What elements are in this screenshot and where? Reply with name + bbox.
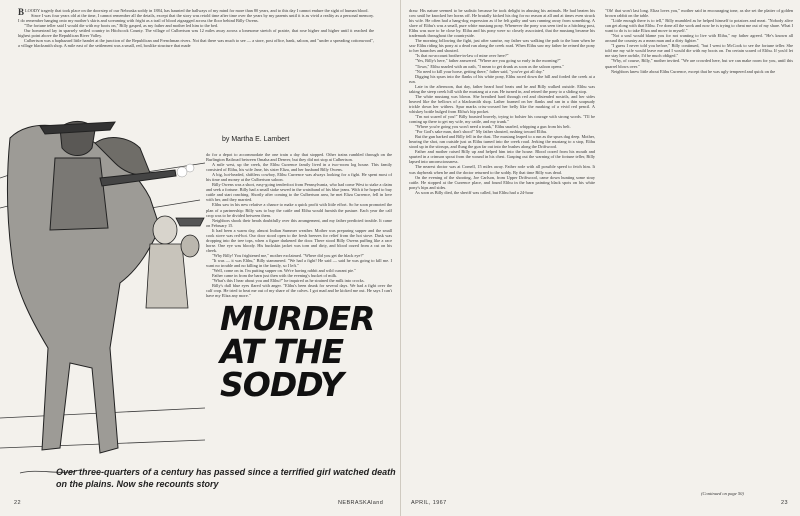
right-page [400, 0, 800, 516]
right-column-2-text [605, 8, 793, 478]
paragraph: A mile west, up the creek, the Elihu Currence family lived in a two-room log house. This family consisted of Elihu, his wife Jane, his sister Eliza, and her husband Billy Owens. [206, 162, 392, 173]
paragraph: "Yes, Billy's here," father answered. "Where are you going so early in the morning?" [415, 58, 561, 64]
paragraph: "Little enough there is to tell," Billy mumbled as he helped himself to potatoes and meat. "Nobody alive can get along with that Elihu. I've done all the work and now he is trying to cheat me out of my share. What I want to do is to take Eliza and move to myself." [605, 18, 793, 34]
deck-subtitle: Over three-quarters of a century has passed since a terrified girl watched death on the plains. Now she recounts story [56, 467, 396, 489]
drop-cap: B [18, 8, 25, 17]
magazine-name: NEBRASKAland [338, 500, 384, 506]
paragraph: "Town," Elihu snarled with an oath, "I mean to get drunk as soon as the saloon opens." [415, 63, 565, 69]
paragraph: "I'm not scared of you!" Billy boasted bravely, trying to bolster his courage with strong words. "I'll be coming up there to get my wife, my cattle, and my trunk." [409, 113, 595, 125]
paragraph: "Why Billy! You frightened me," mother exclaimed. "Where did you get the black eye?" [212, 252, 365, 258]
paragraph: "No need to kill your horse, getting there," father said, "you've got all day." [415, 68, 545, 74]
paragraph: "Why, of course, Billy," mother invited. "We are crowded here, but we can make room for you, until this quarrel blows over." [605, 58, 793, 69]
paragraph: The white mustang was blown. She breathed hard through red and distended nostrils, and her sides heaved like the bellows of a blacksmith shop. Lather foamed on her flanks and ran in a thin soapsudy trickle down her withers. Spur marks criss-crossed her belly like the marking of a vivid red pencil. A whiskey bottle bulged from Elihu's hip pocket. [409, 93, 595, 114]
right-column-1-text [409, 8, 595, 484]
paragraph: "It was — it was Elihu," Billy stammered. "We had a fight! He said — said he was going to kill me. I want no trouble and no killing in the family, so I left." [206, 257, 392, 269]
paragraph: Neighbors knew little about Elihu Currence, except that he was ugly tempered and quick on the [611, 68, 776, 74]
paragraph: Digging his spurs into the flanks of his white pony, Elihu raced down the hill and forded the creek at a run. [409, 73, 595, 84]
paragraph: It had been a warm day, almost Indian Summer weather. Mother was preparing supper and the small cook stove was red-hot. Our door stood open to the fresh breezes for relief from the hot stove. Dusk was dropping into the tree tops, when a figure darkened the door. There stood Billy Owens puffing like a race horse. One eye was bloody. His buckskin jacket was torn and dirty, and blood oozed from a cut on his cheek. [206, 227, 392, 253]
headline-line-1: MURDER [220, 299, 375, 338]
paragraph: The morning following the fight, just after sunrise, my father was walking the path to the barn when he saw Elihu riding his pony at a dead run along the creek road. When Elihu saw my father he reined the pony to her haunches and shouted. [409, 38, 595, 54]
page-number-right: 23 [781, 500, 788, 506]
paragraph: "For God's sake man, don't shoot!" My father shouted, rushing toward Elihu. [415, 129, 548, 135]
paragraph: On the evening of the shooting, Joe Carlson, from Upper Driftwood, came down hunting some stray cattle. He stopped at the Currence place, and found Elihu in the barn painting black spots on his white pony's hips and sides. [409, 174, 595, 190]
byline: by Martha E. Lambert [222, 136, 290, 143]
paragraph: Neighbors shook their heads doubtfully over this arrangement, and my father predicted trouble. It came on February 15. [206, 217, 392, 228]
paragraph: "What's this I hear about you and Elihu?" he inquired as he strained the milk into crocks. [212, 278, 365, 284]
illustration-gunfight [0, 118, 205, 488]
paragraph: Since I was four years old at the time, I cannot remember all the details, except that the story was retold time after time over the years by my parents until it is as vivid a reality as a personal memory. I do remember hanging onto my mother's skirts and screaming with fright as a trail of blood zigzagged across the floor behind Billy Owens. [18, 13, 374, 24]
paragraph: Elihu saw in his new relative a chance to make a quick profit with little effort. So he soon promoted the plan of a partnership: Billy was to buy the cattle and Elihu would furnish the pasture. Each year the calf crop was to be divided between them. [206, 202, 392, 218]
paragraph: draw. His nature seemed to be sadistic because he took delight in abusing his animals. He had beaten his cow until he knocked her horns off. He brutally kicked his dog for no reason at all and at times even struck his wife. He often had a hang-dog expression as if he felt guilty and was running away from something. A slave of Elihu's was a small, pure white mustang pony. Whenever the pony was seen tied to a hitching post, Elihu was sure to be close by. Elihu and his pony were so closely associated, that the mustang became his trademark throughout the countryside. [409, 8, 595, 39]
paragraph: "Is that no-account brother-in-law of mine over here?" [415, 53, 509, 59]
paragraph: "The fortune teller said I would die with my boots on," Billy gasped, as my father and mother led him to the bed. [24, 23, 219, 29]
paragraph: "Well, come on in. I'm putting supper on. We're having rabbit and wild currant pie." [212, 268, 356, 274]
paragraph: "Where you're going you won't need a trunk," Elihu snarled, whipping a gun from his belt. [415, 124, 571, 130]
paragraph: A big, hot-headed, shiftless cowboy, Elihu Currence was always looking for a fight. He spent most of his time and money at the Culbertson saloon. [206, 172, 392, 183]
headline-line-2: AT THE [220, 332, 344, 371]
paragraph: Father came in from the barn just then with the evening's bucket of milk. [212, 273, 338, 279]
paragraph: Our homestead lay in sparsely settled country in Hitchcock County. The village of Culbertson was 12 miles away across a lonesome stretch of prairie, that rose higher and higher until it reached the highest point above the Republican River Valley. [18, 28, 374, 39]
headline-line-3: SODDY [220, 365, 343, 404]
headline [220, 299, 400, 404]
paragraph: The nearest doctor was at Cornell, 15 miles away. Father rode with all possible speed to fetch him. It was daybreak when he and the doctor returned to the soddy. By that time Billy was dead. [409, 164, 595, 175]
continued-note: (Continued on page 50) [701, 491, 744, 496]
issue-date: APRIL, 1967 [411, 500, 447, 506]
intro-text [18, 8, 374, 124]
paragraph: "Not a soul would blame you for not wanting to live with Elihu," my father agreed. "He's known all around the country as a mean man and a dirty fighter." [605, 33, 793, 44]
paragraph: "I guess I never told you before," Billy continued, "but I went to McCook to see the fortune teller. She told me my wife would leave me and I would die with my boots on. I'm certain scared of Elihu. If you'd let me stay here awhile, I'd be much obliged." [605, 43, 793, 59]
paragraph: do for a depot to accommodate the one train a day that stopped. Other trains rumbled through on the Burlington Railroad between Omaha and Denver, but they did not stop at Culbertson. [206, 152, 392, 163]
paragraph: Culbertson was a haphazard little hamlet at the junction of the Republican and Frenchman rivers. Not that there was much to see — a store, post office, bank, saloon, and "under a spreading cottonwood", a village blacksmith shop. A mile east of the settlement was a small, red, boxlike structure that made [18, 38, 374, 49]
paragraph: Late in the afternoon, that day, father heard hoof beats and he and Billy walked outside. Elihu was taking the steep creek hill with the mustang at a run. He turned in, and reined the pony to a sliding stop. [409, 83, 595, 94]
paragraph: As soon as Billy died, the sheriff was called, but Elihu had a 24-hour [415, 189, 534, 195]
paragraph: Billy's dull blue eyes flared with anger. "Elihu's been drunk for several days. We had a fight over the calf crop. He tried to beat me out of my share of the calves. I got mad and he kicked me out. He says I can't have my Eliza any more." [206, 283, 392, 299]
page-number-left: 22 [14, 500, 21, 506]
paragraph-rest: LOODY tragedy that took place on the doorstep of our Nebraska soddy in 1884, has haunted the hallways of my mind for more than 80 years, and to this day I cannot endure the sight of human blood. [25, 8, 369, 13]
paragraph: "Oh! that won't last long. Eliza loves you," mother said in encouraging tone, as she set the platter of golden brown rabbit on the table. [605, 8, 793, 19]
paragraph: Father and mother raised Billy up and helped him into the house. Blood oozed from his mouth and spurted in a crimson spout from the wound in his chest. Gasping out the warning of the fortune teller, Billy lapsed into unconsciousness. [409, 149, 595, 165]
bystander-figures [146, 216, 204, 308]
paragraph: But the gun barked and Billy fell in the dust. The mustang leaped to a run as the spurs dug deep. Mother, hearing the shot, ran outside just as Elihu turned into the creek road. Jerking the mustang to a stop, Elihu stood up in the stirrups, and flung the gun far out into the bushes along the Driftwood. [409, 134, 595, 150]
paragraph: Billy Owens was a short, easy-going tenderfoot from Pennsylvania, who had come West to stake a claim and seek a fortune. Billy had a small stake sewed in the waistband of his blue jeans. With it he hoped to buy cattle and start ranching. Shortly after coming to the Culbertson area, he met Eliza Currence, fell in love with her, and they married. [206, 182, 392, 203]
